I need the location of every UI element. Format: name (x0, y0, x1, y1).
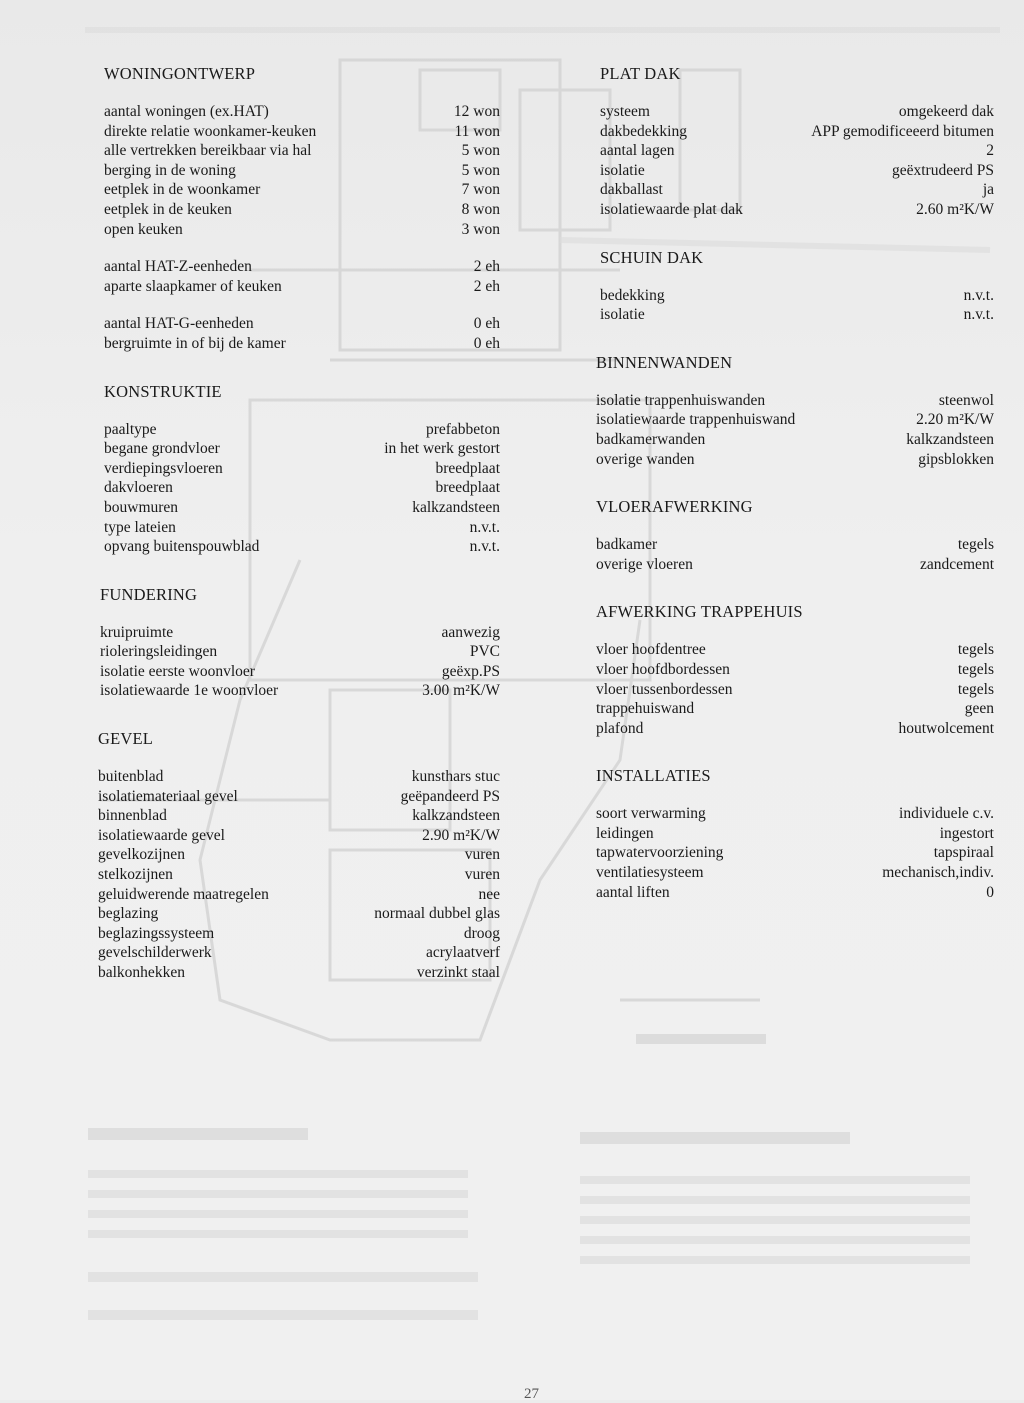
spec-row (100, 642, 500, 662)
spec-label: buitenblad (98, 768, 164, 786)
spec-value: tegels (957, 680, 994, 698)
spec-label: eetplek in de woonkamer (104, 181, 261, 199)
spec-row (596, 430, 994, 450)
spec-value: 2.90 m²K/W (422, 826, 500, 844)
spec-row (600, 102, 994, 122)
spec-value: geëxtrudeerd PS (891, 161, 994, 179)
spec-label: soort verwarming (596, 805, 706, 823)
spec-value: 2 (986, 142, 994, 160)
spec-row (600, 161, 994, 181)
spec-label: dakballast (600, 181, 663, 199)
spec-row (104, 518, 500, 538)
spec-row (596, 450, 994, 470)
spec-row (600, 122, 994, 142)
spec-label: badkamer (596, 536, 658, 554)
spec-value: aanwezig (441, 623, 500, 641)
section-schuin-dak (600, 248, 994, 325)
spec-row (596, 410, 994, 430)
spec-row (104, 459, 500, 479)
spec-value: nee (478, 885, 500, 903)
spec-row (98, 845, 500, 865)
spec-row (104, 498, 500, 518)
spec-row (104, 220, 500, 240)
section-title: INSTALLATIES (596, 766, 711, 786)
section-title: BINNENWANDEN (596, 352, 733, 372)
spec-label: aantal HAT-G-eenheden (104, 315, 254, 333)
spec-value: 3 won (461, 220, 500, 238)
spec-label: aantal woningen (ex.HAT) (104, 103, 269, 120)
spec-value: PVC (469, 643, 500, 661)
spec-value: breedplaat (435, 479, 500, 497)
spec-value: 0 eh (473, 334, 500, 352)
spec-value: 2 eh (473, 258, 500, 276)
spec-label: tapwatervoorziening (596, 844, 724, 862)
spec-row (104, 200, 500, 220)
spec-label: aantal liften (596, 883, 670, 901)
spec-value: n.v.t. (469, 538, 500, 556)
spec-row (100, 681, 500, 701)
spec-row (596, 843, 994, 863)
spec-label: verdiepingsvloeren (104, 459, 223, 477)
spec-row (596, 535, 994, 555)
section-binnenwanden (596, 353, 994, 469)
spec-label: gevelkozijnen (98, 846, 185, 864)
spec-label: eetplek in de keuken (104, 200, 232, 218)
spec-value: 2.20 m²K/W (916, 411, 994, 429)
section-title: PLAT DAK (600, 64, 681, 83)
spec-row (98, 767, 500, 787)
section-title: FUNDERING (100, 584, 198, 604)
spec-value: 5 won (461, 161, 500, 179)
spec-value: n.v.t. (963, 286, 994, 304)
spec-value: 0 (986, 883, 994, 901)
spec-label: overige vloeren (596, 555, 693, 573)
spec-row (100, 662, 500, 682)
spec-label: paaltype (104, 420, 157, 438)
section-title: VLOERAFWERKING (596, 497, 753, 517)
spec-row (596, 824, 994, 844)
spec-value: 0 eh (473, 315, 500, 333)
spec-value: droog (463, 924, 500, 942)
woningontwerp-rows-1 (104, 102, 500, 239)
spec-value: geëxp.PS (441, 662, 500, 680)
spec-label: isolatiewaarde gevel (98, 826, 225, 844)
spec-value: normaal dubbel glas (374, 905, 500, 923)
spec-value: tegels (957, 536, 994, 554)
section-title: KONSTRUKTIE (104, 381, 222, 401)
section-fundering (100, 585, 500, 701)
spec-value: steenwol (938, 391, 994, 409)
spec-row (98, 904, 500, 924)
spec-label: isolatiewaarde trappenhuiswand (596, 411, 796, 429)
spec-row (600, 305, 994, 325)
spec-label: isolatiewaarde 1e woonvloer (100, 682, 279, 700)
left-column (98, 64, 500, 983)
spec-row (596, 804, 994, 824)
spec-row (104, 257, 500, 277)
spec-row (600, 141, 994, 161)
spec-label: bouwmuren (104, 498, 179, 516)
spec-row (104, 478, 500, 498)
spec-row (104, 122, 500, 142)
spec-row (98, 924, 500, 944)
spec-value: zandcement (919, 555, 994, 573)
spec-label: begane grondvloer (104, 440, 220, 458)
spec-row (104, 277, 500, 297)
spec-label: vloer hoofdbordessen (596, 660, 730, 678)
spec-label: plafond (596, 719, 644, 737)
section-title: GEVEL (98, 729, 154, 749)
spec-row (98, 787, 500, 807)
spec-value: 12 won (453, 103, 500, 120)
section-konstruktie (104, 382, 500, 557)
spec-value: individuele c.v. (899, 805, 994, 823)
spec-value: 2 eh (473, 277, 500, 295)
spec-value: kalkzandsteen (412, 498, 500, 516)
spec-label: alle vertrekken bereikbaar via hal (104, 142, 312, 160)
spec-row (104, 439, 500, 459)
spec-value: gipsblokken (918, 450, 994, 468)
spec-label: rioleringsleidingen (100, 643, 218, 661)
spec-value: ja (982, 181, 994, 199)
spec-label: geluidwerende maatregelen (98, 885, 269, 903)
spec-value: geen (964, 700, 994, 718)
spec-label: berging in de woning (104, 161, 236, 179)
spec-value: 2.60 m²K/W (916, 200, 994, 218)
spec-row (104, 420, 500, 440)
page-number: 27 (524, 1386, 539, 1402)
spec-row (596, 883, 994, 903)
spec-value: in het werk gestort (384, 440, 500, 458)
spec-value: n.v.t. (963, 306, 994, 324)
spec-label: leidingen (596, 824, 654, 842)
spec-label: kruipruimte (100, 623, 174, 641)
spec-row (98, 806, 500, 826)
spec-value: APP gemodificeeerd bitumen (811, 122, 994, 140)
spec-value: 8 won (461, 200, 500, 218)
spec-row (104, 161, 500, 181)
spec-row (596, 391, 994, 411)
spec-label: isolatie (600, 306, 645, 324)
spec-label: bedekking (600, 286, 665, 304)
spec-label: vloer tussenbordessen (596, 680, 733, 698)
spec-label: beglazing (98, 905, 159, 923)
spec-row (596, 680, 994, 700)
right-column (596, 64, 994, 902)
spec-row (104, 314, 500, 334)
section-plat-dak (600, 64, 994, 220)
spec-value: kunsthars stuc (411, 768, 500, 786)
spec-label: isolatie trappenhuiswanden (596, 391, 766, 409)
spec-label: isolatiemateriaal gevel (98, 787, 238, 805)
spec-value: prefabbeton (425, 420, 500, 438)
section-title: AFWERKING TRAPPEHUIS (596, 602, 803, 622)
spec-label: opvang buitenspouwblad (104, 538, 260, 556)
spec-label: vloer hoofdentree (596, 641, 706, 659)
spec-label: isolatie eerste woonvloer (100, 662, 255, 680)
spec-label: type lateien (104, 518, 176, 536)
spec-label: overige wanden (596, 450, 695, 468)
spec-value: acrylaatverf (426, 944, 500, 962)
section-gevel (98, 729, 500, 983)
spec-row (98, 826, 500, 846)
spec-row (596, 719, 994, 739)
spec-label: ventilatiesysteem (596, 864, 704, 882)
section-vloerafwerking (596, 497, 994, 574)
spec-label: systeem (600, 103, 650, 120)
spec-value: tapspiraal (933, 844, 994, 862)
spec-value: geëpandeerd PS (400, 787, 500, 805)
spec-value: 3.00 m²K/W (422, 682, 500, 700)
spec-row (98, 963, 500, 983)
spec-row (104, 537, 500, 557)
spec-row (104, 180, 500, 200)
spec-row (104, 141, 500, 161)
section-title: SCHUIN DAK (600, 247, 704, 267)
section-title: WONINGONTWERP (104, 64, 256, 83)
woningontwerp-rows-2 (104, 257, 500, 296)
spec-value: ingestort (939, 824, 994, 842)
spec-row (600, 286, 994, 306)
spec-value: n.v.t. (469, 518, 500, 536)
spec-label: bergruimte in of bij de kamer (104, 334, 286, 352)
spec-value: 5 won (461, 142, 500, 160)
spec-row (596, 640, 994, 660)
spec-value: verzinkt staal (416, 964, 500, 981)
spec-label: isolatie (600, 161, 645, 179)
spec-label: aantal lagen (600, 142, 675, 160)
spec-value: kalkzandsteen (906, 430, 994, 448)
spec-value: mechanisch,indiv. (882, 864, 994, 882)
spec-row (98, 943, 500, 963)
spec-value: tegels (957, 660, 994, 678)
section-afwerking-trappehuis (596, 602, 994, 738)
spec-row (98, 865, 500, 885)
spec-label: aantal HAT-Z-eenheden (104, 258, 252, 276)
spec-row (104, 334, 500, 354)
spec-row (596, 863, 994, 883)
spec-label: stelkozijnen (98, 866, 173, 884)
spec-label: direkte relatie woonkamer-keuken (104, 122, 317, 140)
section-installaties (596, 766, 994, 902)
spec-label: dakbedekking (600, 122, 687, 140)
spec-label: balkonhekken (98, 964, 185, 981)
spec-label: badkamerwanden (596, 430, 706, 448)
spec-label: beglazingssysteem (98, 924, 215, 942)
spec-value: kalkzandsteen (412, 807, 500, 825)
spec-value: omgekeerd dak (898, 103, 994, 120)
spec-value: vuren (464, 866, 500, 884)
spec-label: aparte slaapkamer of keuken (104, 277, 282, 295)
spec-value: houtwolcement (898, 719, 994, 737)
spec-value: tegels (957, 641, 994, 659)
spec-row (104, 102, 500, 122)
spec-row (100, 623, 500, 643)
spec-label: open keuken (104, 220, 183, 238)
spec-row (596, 699, 994, 719)
woningontwerp-rows-3 (104, 314, 500, 353)
spec-row (596, 660, 994, 680)
spec-label: binnenblad (98, 807, 167, 825)
spec-value: breedplaat (435, 459, 500, 477)
spec-row (600, 180, 994, 200)
spec-label: dakvloeren (104, 479, 173, 497)
spec-row (596, 555, 994, 575)
section-woningontwerp (104, 64, 500, 354)
spec-value: 11 won (454, 122, 500, 140)
spec-label: gevelschilderwerk (98, 944, 212, 962)
spec-row (600, 200, 994, 220)
spec-value: 7 won (461, 181, 500, 199)
spec-value: vuren (464, 846, 500, 864)
spec-row (98, 885, 500, 905)
spec-label: trappehuiswand (596, 700, 695, 718)
spec-label: isolatiewaarde plat dak (600, 200, 743, 218)
